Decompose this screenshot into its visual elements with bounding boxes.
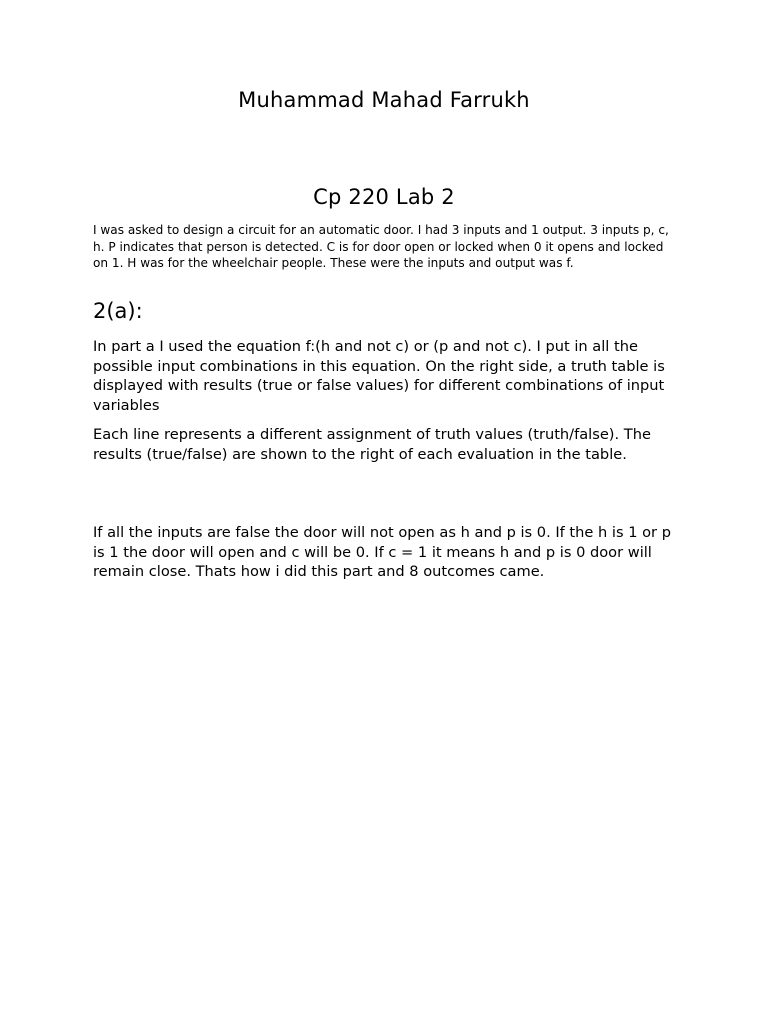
body-paragraph-outcomes: If all the inputs are false the door will not open as h and p is 0. If the h is 1 or p is 1 the door will open and c will be 0. If c = 1 it means h and p is 0 door will remain close. Thats how i did this part and 8 outcomes came. (93, 524, 671, 581)
intro-paragraph: I was asked to design a circuit for an automatic door. I had 3 inputs and 1 output. 3 inputs p, c, h. P indicates that person is detected. C is for door open or locked when 0 it opens and locked on 1. H was for the wheelchair people. These were the inputs and output was f. (93, 223, 669, 270)
body-paragraph-equation: In part a I used the equation f:(h and not c) or (p and not c). I put in all the possible input combinations in this equation. On the right side, a truth table is displayed with results (true or false values) for different combinations of input variables (93, 338, 665, 414)
author-name: Muhammad Mahad Farrukh (238, 88, 530, 112)
body-paragraph-truth-values: Each line represents a different assignment of truth values (truth/false). The results (true/false) are shown to the right of each evaluation in the table. (93, 426, 651, 463)
document-title: Cp 220 Lab 2 (313, 185, 455, 209)
section-heading: 2(a): (93, 299, 143, 323)
